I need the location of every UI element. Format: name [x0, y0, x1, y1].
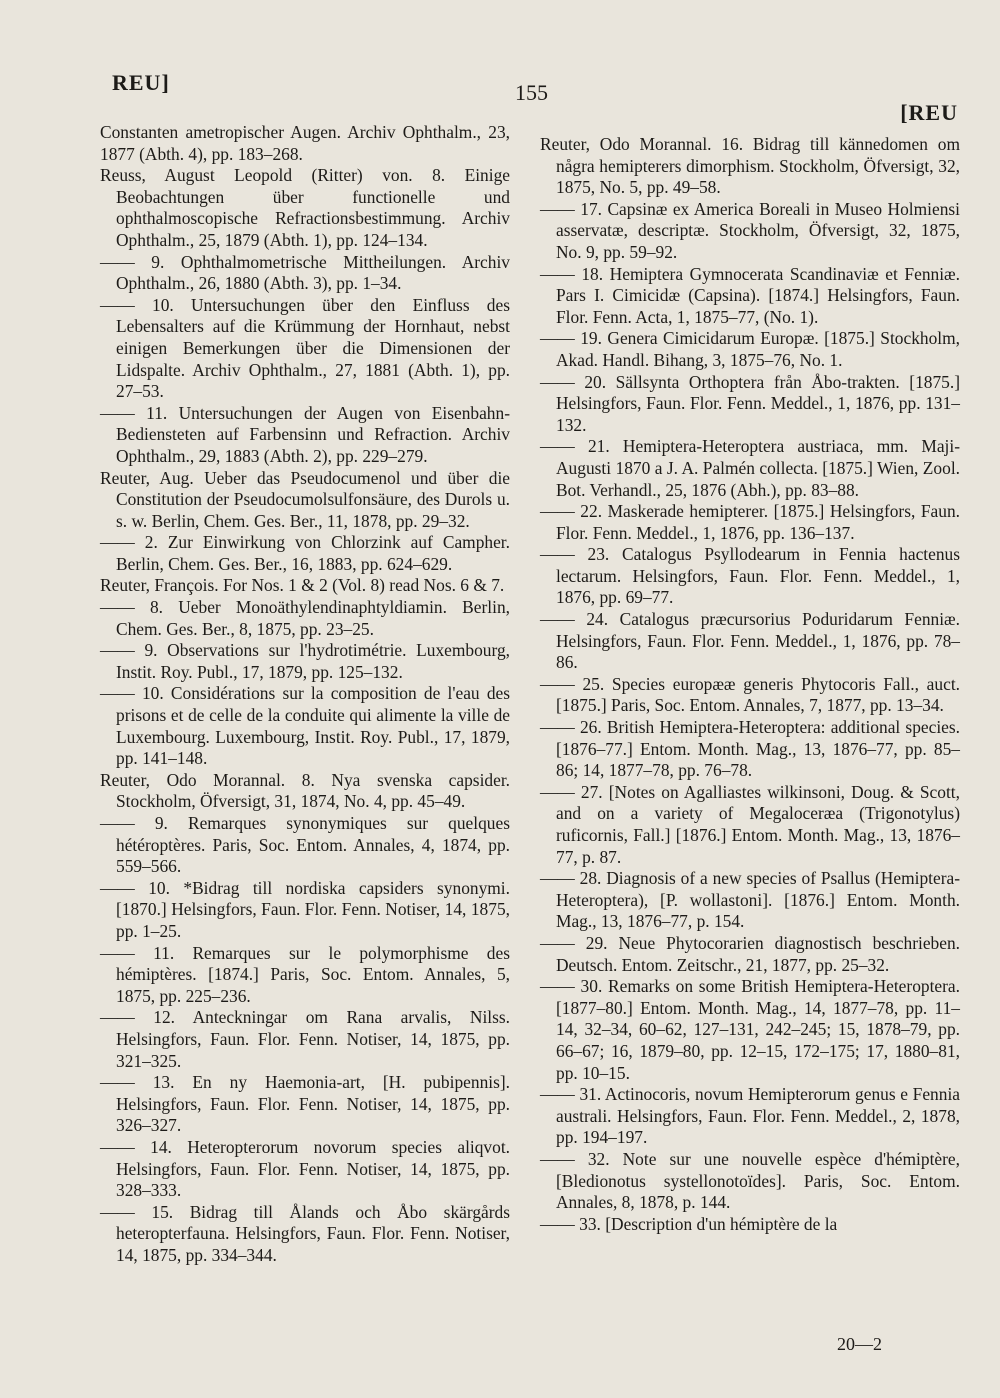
right-column: [540, 134, 960, 1235]
entry: —— 31. Actinocoris, novum Hemipterorum genus e Fennia australi. Helsingfors, Faun. Flor. Fenn. Meddel., 2, 1878, pp. 194–197.: [540, 1084, 960, 1148]
entry: Constanten ametropischer Augen. Archiv Ophthalm., 23, 1877 (Abth. 4), pp. 183–268.: [100, 122, 510, 164]
entry: —— 22. Maskerade hemipterer. [1875.] Helsingfors, Faun. Flor. Fenn. Meddel., 1, 1876, pp. 136–137.: [540, 501, 960, 543]
entry: —— 15. Bidrag till Ålands och Åbo skärgårds heteropterfauna. Helsingfors, Faun. Flor. Fenn. Notiser, 14, 1875, pp. 334–344.: [100, 1201, 510, 1265]
entry: —— 28. Diagnosis of a new species of Psallus (Hemiptera-Heteroptera), [P. wollastoni]. [1876.] Entom. Month. Mag., 13, 1876–77, p. 154.: [540, 868, 960, 932]
entry: —— 10. Untersuchungen über den Einfluss des Lebensalters auf die Krümmung der Hornhaut, nebst einigen Bemerkungen über die Dimensionen der Lidspalte. Archiv Ophthalm., 27, 1881 (Abth. 1), pp. 27–53.: [100, 294, 510, 402]
entry: Reuter, Odo Morannal. 16. Bidrag till kännedomen om några hemipterers dimorphism. Stockholm, Öfversigt, 32, 1875, No. 5, pp. 49–58.: [540, 134, 960, 198]
entry: —— 11. Untersuchungen der Augen von Eisenbahn-Bediensteten auf Farbensinn und Refraction. Archiv Ophthalm., 29, 1883 (Abth. 2), pp. 229–279.: [100, 402, 510, 466]
entry: —— 21. Hemiptera-Heteroptera austriaca, mm. Maji-Augusti 1870 a J. A. Palmén collecta. [1875.] Wien, Zool. Bot. Verhandl., 25, 1876 (Abh.), pp. 83–88.: [540, 436, 960, 500]
entry: —— 12. Anteckningar om Rana arvalis, Nilss. Helsingfors, Faun. Flor. Fenn. Notiser, 14, 1875, pp. 321–325.: [100, 1007, 510, 1071]
entry: —— 30. Remarks on some British Hemiptera-Heteroptera. [1877–80.] Entom. Month. Mag., 14, 1877–78, pp. 11–14, 32–34, 60–62, 127–131, 242–245; 15, 1878–79, pp. 66–67; 16, 1879–80, pp. 12–15, 172–175; 17, 1880–81, pp. 10–15.: [540, 976, 960, 1083]
entry: —— 26. British Hemiptera-Heteroptera: additional species. [1876–77.] Entom. Month. Mag., 13, 1876–77, pp. 85–86; 14, 1877–78, pp. 76–78.: [540, 717, 960, 781]
entry: Reuss, August Leopold (Ritter) von. 8. Einige Beobachtungen über functionelle und ophthalmoscopische Refractionsbestimmung. Archiv Ophthalm., 25, 1879 (Abth. 1), pp. 124–134.: [100, 165, 510, 250]
entry: —— 9. Remarques synonymiques sur quelques hétéroptères. Paris, Soc. Entom. Annales, 4, 1874, pp. 559–566.: [100, 813, 510, 877]
page-number: 155: [515, 80, 548, 105]
entry: —— 18. Hemiptera Gymnocerata Scandinaviæ et Fenniæ. Pars I. Cimicidæ (Capsina). [1874.] Helsingfors, Faun. Flor. Fenn. Acta, 1, 1875–77, (No. 1).: [540, 263, 960, 327]
entry: Reuter, François. For Nos. 1 & 2 (Vol. 8) read Nos. 6 & 7.: [100, 575, 505, 596]
entry: Reuter, Odo Morannal. 8. Nya svenska capsider. Stockholm, Öfversigt, 31, 1874, No. 4, pp. 45–49.: [100, 769, 510, 812]
entry: —— 33. [Description d'un hémiptère de la: [540, 1213, 838, 1234]
signature-mark: 20—2: [837, 1334, 882, 1354]
entry: —— 29. Neue Phytocorarien diagnostisch beschrieben. Deutsch. Entom. Zeitschr., 21, 1877, pp. 25–32.: [540, 932, 960, 975]
entry: —— 14. Heteropterorum novorum species aliqvot. Helsingfors, Faun. Flor. Fenn. Notiser, 14, 1875, pp. 328–333.: [100, 1136, 510, 1201]
entry: —— 23. Catalogus Psyllodearum in Fennia hactenus lectarum. Helsingfors, Faun. Flor. Fenn. Meddel., 1, 1876, pp. 69–77.: [540, 544, 960, 608]
entry: —— 17. Capsinæ ex America Boreali in Museo Holmiensi asservatæ, descriptæ. Stockholm, Öfversigt, 32, 1875, No. 9, pp. 59–92.: [540, 198, 960, 262]
entry: —— 25. Species europææ generis Phytocoris Fall., auct. [1875.] Paris, Soc. Entom. Annales, 7, 1877, pp. 13–34.: [540, 673, 960, 716]
running-head-right: [REU: [900, 100, 958, 125]
entry: —— 8. Ueber Monoäthylendinaphtyldiamin. Berlin, Chem. Ges. Ber., 8, 1875, pp. 23–25.: [100, 597, 510, 639]
entry: —— 2. Zur Einwirkung von Chlorzink auf Campher. Berlin, Chem. Ges. Ber., 16, 1883, pp. 624–629.: [100, 532, 510, 574]
entry: —— 13. En ny Haemonia-art, [H. pubipennis]. Helsingfors, Faun. Flor. Fenn. Notiser, 14, 1875, pp. 326–327.: [100, 1072, 510, 1136]
running-head-left: REU]: [112, 70, 170, 95]
entry: —— 11. Remarques sur le polymorphisme des hémiptères. [1874.] Paris, Soc. Entom. Annales, 5, 1875, pp. 225–236.: [100, 942, 510, 1006]
entry: —— 24. Catalogus præcursorius Poduridarum Fenniæ. Helsingfors, Faun. Flor. Fenn. Meddel., 1, 1876, pp. 78–86.: [540, 609, 960, 673]
entry: Reuter, Aug. Ueber das Pseudocumenol und über die Constitution der Pseudocumolsulfonsäure, des Durols u. s. w. Berlin, Chem. Ges. Ber., 11, 1878, pp. 29–32.: [100, 467, 510, 531]
entry: —— 19. Genera Cimicidarum Europæ. [1875.] Stockholm, Akad. Handl. Bihang, 3, 1875–76, No. 1.: [540, 328, 960, 370]
entry: —— 10. Considérations sur la composition de l'eau des prisons et de celle de la conduite qui alimente la ville de Luxembourg. Luxembourg, Instit. Roy. Publ., 17, 1879, pp. 141–148.: [100, 683, 510, 769]
entry: —— 9. Observations sur l'hydrotimétrie. Luxembourg, Instit. Roy. Publ., 17, 1879, pp. 125–132.: [100, 640, 510, 682]
entry: —— 9. Ophthalmometrische Mittheilungen. Archiv Ophthalm., 26, 1880 (Abth. 3), pp. 1–34.: [100, 251, 510, 294]
entry: —— 20. Sällsynta Orthoptera från Åbo-trakten. [1875.] Helsingfors, Faun. Flor. Fenn. Meddel., 1, 1876, pp. 131–132.: [540, 371, 960, 435]
entry: —— 10. *Bidrag till nordiska capsiders synonymi. [1870.] Helsingfors, Faun. Flor. Fenn. Notiser, 14, 1875, pp. 1–25.: [100, 877, 510, 941]
entry: —— 32. Note sur une nouvelle espèce d'hémiptère, [Bledionotus systellonotoïdes]. Paris, Soc. Entom. Annales, 8, 1878, p. 144.: [540, 1148, 960, 1213]
left-column: [100, 122, 510, 1266]
entry: —— 27. [Notes on Agalliastes wilkinsoni, Doug. & Scott, and on a variety of Megaloceræa (Trigonotylus) ruficornis, Fall.] [1876.] Entom. Month. Mag., 13, 1876–77, p. 87.: [540, 781, 960, 867]
